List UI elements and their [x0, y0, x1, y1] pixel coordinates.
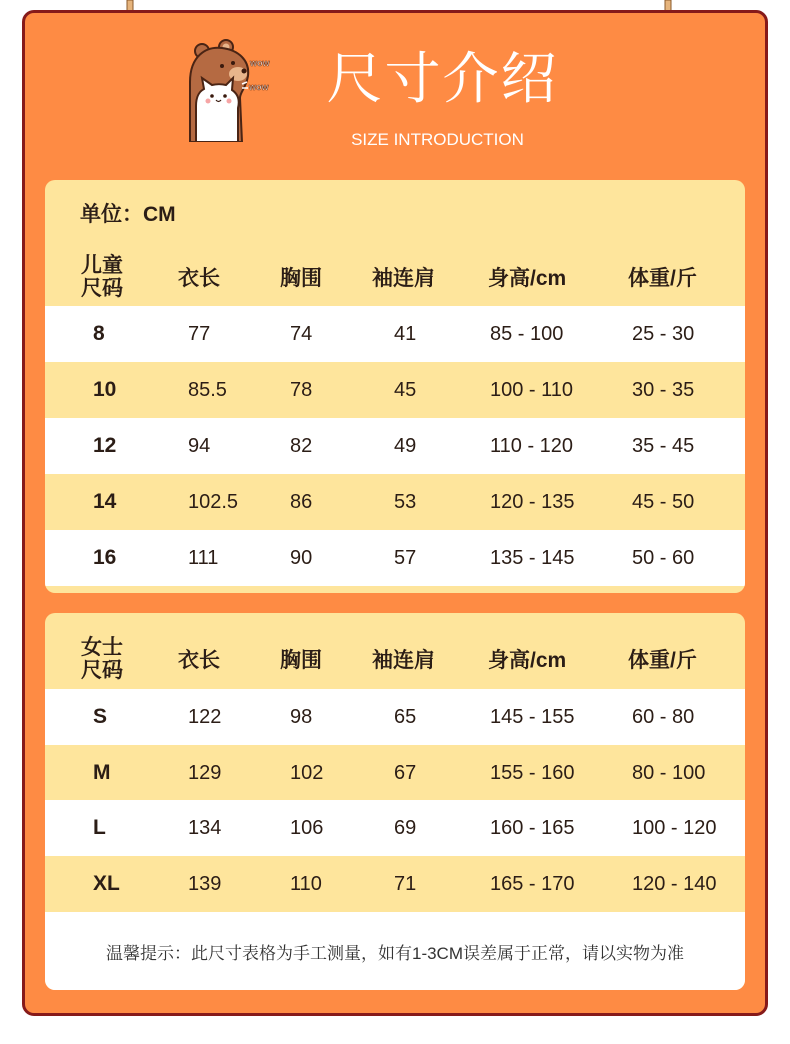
cell-height: 120 - 135: [490, 490, 575, 513]
cell-sleeve: 65: [394, 705, 417, 728]
kids-size-table: [45, 180, 745, 593]
cell-chest: 90: [290, 546, 313, 569]
cell-length: 111: [188, 546, 219, 569]
header-height: 身高/cm: [488, 649, 567, 672]
table-row: [45, 689, 745, 745]
cell-chest: 110: [290, 872, 322, 895]
header-weight: 体重/斤: [628, 649, 697, 672]
table-row: [45, 362, 745, 418]
measurement-note: 温馨提示：此尺寸表格为手工测量，如有1-3CM误差属于正常，请以实物为准: [105, 943, 684, 963]
header-height: 身高/cm: [488, 267, 567, 290]
header-length: 衣长: [178, 649, 220, 672]
cell-length: 77: [188, 322, 211, 345]
cell-height: 135 - 145: [490, 546, 575, 569]
cell-weight: 25 - 30: [632, 322, 695, 345]
cell-chest: 106: [290, 816, 324, 839]
cell-sleeve: 49: [394, 434, 417, 457]
header-sleeve: 袖连肩: [372, 267, 435, 290]
cell-height: 100 - 110: [490, 378, 574, 401]
women-size-table: [45, 613, 745, 990]
bear-and-cat-icon: [182, 38, 282, 142]
cell-weight: 80 - 100: [632, 761, 706, 784]
cell-height: 145 - 155: [490, 705, 575, 728]
cell-weight: 30 - 35: [632, 378, 695, 401]
unit-label: 单位：CM: [80, 203, 176, 226]
cell-size: S: [93, 705, 108, 728]
cell-size: 14: [93, 490, 117, 513]
table-header-row: [45, 629, 745, 689]
cell-height: 155 - 160: [490, 761, 575, 784]
cell-chest: 78: [290, 378, 313, 401]
cell-sleeve: 45: [394, 378, 417, 401]
table-row: [45, 800, 745, 856]
header-weight: 体重/斤: [628, 267, 697, 290]
table-row: [45, 474, 745, 530]
header-size: 女士 尺码: [81, 636, 123, 682]
page-title: 尺寸介绍: [326, 47, 559, 112]
header-chest: 胸围: [280, 649, 322, 672]
wow-label-2: wow: [249, 82, 269, 92]
cell-length: 139: [188, 872, 222, 895]
cell-size: 12: [93, 434, 117, 457]
header-size: 儿童 尺码: [81, 254, 123, 300]
cell-height: 85 - 100: [490, 322, 564, 345]
table-row: [45, 856, 745, 912]
cell-size: 10: [93, 378, 117, 401]
table-row: [45, 745, 745, 801]
cell-length: 129: [188, 761, 222, 784]
cell-sleeve: 71: [394, 872, 417, 895]
cell-length: 122: [188, 705, 222, 728]
cell-size: XL: [93, 872, 120, 895]
cell-sleeve: 69: [394, 816, 417, 839]
header-sleeve: 袖连肩: [372, 649, 435, 672]
cell-height: 165 - 170: [490, 872, 575, 895]
cell-chest: 82: [290, 434, 313, 457]
cell-weight: 45 - 50: [632, 490, 695, 513]
cell-height: 160 - 165: [490, 816, 575, 839]
cell-sleeve: 53: [394, 490, 417, 513]
table-row: [45, 306, 745, 362]
cell-size: 16: [93, 546, 117, 569]
cell-size: M: [93, 761, 111, 784]
cell-weight: 100 - 120: [632, 816, 717, 839]
cell-weight: 50 - 60: [632, 546, 695, 569]
cell-chest: 102: [290, 761, 324, 784]
cell-sleeve: 67: [394, 761, 417, 784]
cell-chest: 86: [290, 490, 313, 513]
table-row: [45, 418, 745, 474]
header-length: 衣长: [178, 267, 220, 290]
cell-length: 94: [188, 434, 211, 457]
cell-sleeve: 41: [394, 322, 417, 345]
page-subtitle: SIZE INTRODUCTION: [351, 130, 524, 149]
cell-weight: 60 - 80: [632, 705, 695, 728]
cell-height: 110 - 120: [490, 434, 574, 457]
table-header-row: [45, 248, 745, 306]
table-row: [45, 530, 745, 586]
cell-length: 85.5: [188, 378, 227, 401]
cell-size: 8: [93, 322, 105, 345]
cell-weight: 35 - 45: [632, 434, 695, 457]
note-area: [45, 912, 745, 990]
cell-length: 134: [188, 816, 222, 839]
cell-weight: 120 - 140: [632, 872, 717, 895]
header-chest: 胸围: [280, 267, 322, 290]
cell-chest: 98: [290, 705, 313, 728]
cell-sleeve: 57: [394, 546, 417, 569]
wow-label-1: wow: [250, 58, 270, 68]
cell-chest: 74: [290, 322, 313, 345]
cell-length: 102.5: [188, 490, 239, 513]
cell-size: L: [93, 816, 106, 839]
